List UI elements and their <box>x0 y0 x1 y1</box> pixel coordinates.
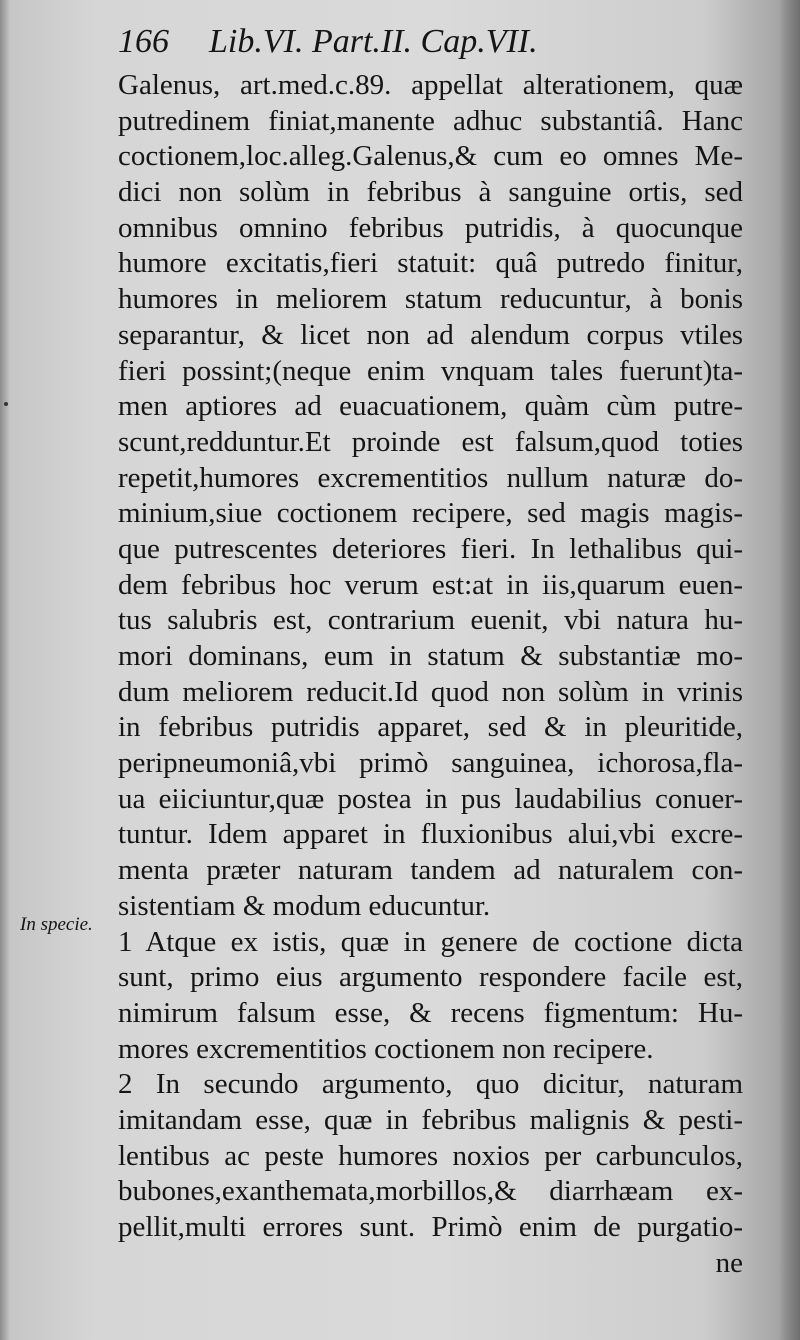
text-line: mori dominans, eum in statum & substantiæ mo- <box>118 640 743 672</box>
text-line: lentibus ac peste humores noxios per carbunculos, <box>118 1139 743 1172</box>
text-line: dum meliorem reducit.Id quod non solùm in vrinis <box>118 675 743 708</box>
text-line: men aptiores ad euacuationem, quàm cùm putre- <box>118 390 743 423</box>
numbered-line: 1 Atque ex istis, quæ in genere de coctione dicta <box>118 925 743 958</box>
text-line: sunt, primo eius argumento respondere facile est, <box>118 961 743 994</box>
text-line: peripneumoniâ,vbi primò sanguinea, ichorosa,fla- <box>118 747 743 780</box>
text-line: minium,siue coctionem recipere, sed magis magis- <box>118 497 743 530</box>
text-line: dici non solùm in febribus à sanguine ortis, sed <box>118 176 743 209</box>
text-line: tus salubris est, contrarium euenit, vbi natura hu- <box>118 604 743 637</box>
page-gutter-shadow <box>0 0 10 1340</box>
text-line: humores in meliorem statum reducuntur, à bonis <box>118 283 743 316</box>
text-line: dem febribus hoc verum est:at in iis,quarum euen- <box>118 568 743 601</box>
body-text <box>118 68 743 1281</box>
text-line: fieri possint;(neque enim vnquam tales fuerunt)ta- <box>118 354 743 387</box>
page-number: 166 <box>118 23 169 60</box>
text-line: scunt,redduntur.Et proinde est falsum,quod toties <box>118 425 743 458</box>
text-line: in febribus putridis apparet, sed & in pleuritide, <box>118 711 743 744</box>
page-edge-shadow <box>778 0 800 1340</box>
margin-note: In specie. <box>20 914 93 935</box>
text-line: bubones,exanthemata,morbillos,& diarrhæam ex- <box>118 1175 743 1208</box>
running-head <box>118 20 758 64</box>
catchword: ne <box>715 1246 743 1279</box>
text-line: nimirum falsum esse, & recens figmentum: Hu- <box>118 996 743 1029</box>
text-line: que putrescentes deteriores fieri. In lethalibus qui- <box>118 532 743 565</box>
text-line: repetit,humores excrementitios nullum naturæ do- <box>118 461 743 494</box>
ink-speck <box>4 402 8 406</box>
text-line: separantur, & licet non ad alendum corpus vtiles <box>118 318 743 351</box>
text-line: pellit,multi errores sunt. Primò enim de purgatio- <box>118 1211 743 1243</box>
paragraph-end-line: mores excrementitios coctionem non recipere. <box>118 1032 654 1065</box>
text-line: humore excitatis,fieri statuit: quâ putredo finitur, <box>118 247 743 280</box>
text-line: ua eiiciuntur,quæ postea in pus laudabilius conuer- <box>118 782 743 815</box>
chapter-title: Lib.VI. Part.II. Cap.VII. <box>209 23 538 60</box>
text-line: putredinem finiat,manente adhuc substantiâ. Hanc <box>118 104 743 137</box>
numbered-line: 2 In secundo argumento, quo dicitur, naturam <box>118 1068 743 1101</box>
text-line: imitandam esse, quæ in febribus malignis & pesti- <box>118 1103 743 1136</box>
text-line: coctionem,loc.alleg.Galenus,& cum eo omnes Me- <box>118 140 743 173</box>
paragraph-end-line: sistentiam & modum educuntur. <box>118 889 491 922</box>
text-line: omnibus omnino febribus putridis, à quocunque <box>118 211 743 244</box>
text-line: tuntur. Idem apparet in fluxionibus alui,vbi excre- <box>118 818 743 851</box>
text-line: Galenus, art.med.c.89. appellat alterationem, quæ <box>118 69 743 101</box>
text-line: menta præter naturam tandem ad naturalem con- <box>118 854 743 887</box>
